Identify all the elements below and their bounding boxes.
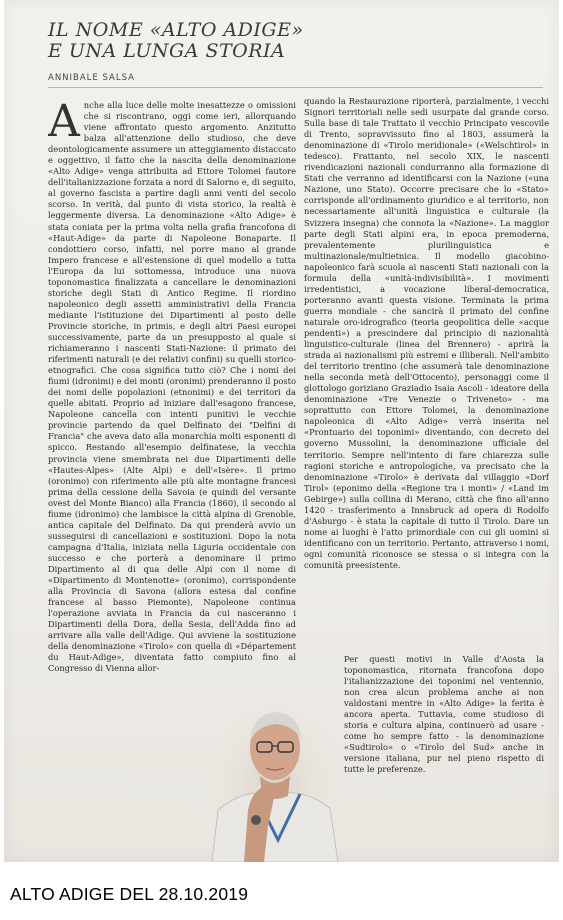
article-title [48, 20, 348, 62]
title-divider [48, 87, 543, 88]
column-3-text: Per questi motivi in Valle d'Aosta la toponomastica, ritornata francofona dopo l'italianizzazione dei toponimi nel ventennio, non crea alcun problema anche ai non valdostani mentre in «Alto Adige» la ferita è ancora aperta. Tuttavia, come studioso di storia e cultura alpina, continuerò ad usare - come ho sempre fatto - la denominazione «Sudtirolo» o «Tirolo del Sud» anche in versione italiana, pur nel pieno rispetto di tutte le preferenze. [344, 654, 544, 775]
newspaper-clipping [4, 0, 559, 862]
article-title-line-1: IL NOME «ALTO ADIGE» [48, 19, 304, 41]
article-column-3 [344, 654, 544, 862]
article-author: ANNIBALE SALSA [48, 73, 135, 83]
article-column-2 [304, 96, 549, 656]
column-1-text: nche alla luce delle molte inesattezze o omissioni che si riscontrano, oggi come ieri, allorquando viene affrontato questo argomento. Anzitutto balza all'attenzione dello studioso, che deve deontologicamente assumere un atteggiamento distaccato e oggettivo, il fatto che la nascita della denominazione «Alto Adige» venga attribuita ad Ettore Tolomei fautore dell'italianizzazione forzata a nord di Salorno e, di seguito, al governo fascista a partire dagli anni venti del secolo scorso. In verità, dal punto di vista storico, la realtà è leggermente diversa. La denominazione «Alto Adige» è stata coniata per la prima volta nella grafia francofona di «Haut-Adige» da parte di Napoleone Bonaparte. Il condottiero corso, infatti, nel porre mano al grande Impero francese e all'estensione di quel modello a tutta l'Europa da lui sottomessa, introduce una nuova toponomastica finalizzata a cancellare le denominazioni storiche degli Stati di Antico Regime. Il riordino napoleonico degli assetti amministrativi della Francia mediante l'istituzione dei Dipartimenti al posto delle Provincie storiche, in primis, e degli altri Paesi europei successivamente, parte da un presupposto al quale si richiameranno i nascenti Stati-Nazione: il primato dei riferimenti naturali (e dei relativi confini) su quelli storico-etnografici. Che cosa significa tutto ciò? Che i nomi dei fiumi (idronimi) e dei monti (oronimi) prenderanno il posto dei nomi delle popolazioni (etnonimi) e dei territori da quelle abitati. Proprio ad iniziare dall'esagono francese, Napoleone cancella con intenti punitivi le vecchie provincie partendo da quel Delfinato dei "Delfini di Francia" che aveva dato alla monarchia molti esponenti di spicco. Restando all'esempio delfinatese, la vecchia provincia viene smembrata nei due Dipartimenti delle «Hautes-Alpes» (Alte Alpi) e dell'«Isère». Il primo (oronimo) con riferimento alle più alte montagne francesi prima della cessione della Savoia (e quindi del versante ovest del Monte Bianco) alla Francia (1860), il secondo al fiume (idronimo) che lambisce la città alpina di Grenoble, antica capitale del Delfinato. Da qui prenderà avvio un susseguirsi di cancellazioni e sostituzioni. Dopo la nota campagna d'Italia, iniziata nella Liguria occidentale con successo e che porterà a denominare il primo Dipartimento al di qua delle Alpi con il nome di «Dipartimento di Montenotte» (oronimo), corrispondente alla Provincia di Savona (allora estesa dal confine francese al basso Piemonte), Napoleone continua l'operazione avviata in Francia da cui nasceranno i Dipartimenti della Dora, della Sesia, dell'Adda fino ad arrivare alla valle dell'Adige. Qui avviene la sostituzione della denominazione «Tirolo» con quella di «Département du Haut-Adige», diventata fatto compiuto fino al Congresso di Vienna allor- [48, 100, 296, 674]
author-photo [204, 690, 344, 862]
article-title-line-2: E UNA LUNGA STORIA [48, 40, 286, 62]
drop-cap: A [48, 100, 80, 147]
column-2-text: quando la Restaurazione riporterà, parzialmente, i vecchi Signori territoriali nelle sedi usurpate dal grande corso. Sulla base di tale Trattato il vecchio Principato vescovile di Trento, sopravvissuto fino al 1803, assumerà la denominazione di «Tirolo meridionale» («Welschtirol» in tedesco). Frattanto, nel secolo XIX, le nascenti rivendicazioni nazionali condurranno alla formazione di Stati che verranno ad identificarsi con la Nazione («una Nazione, uno Stato). Occorre precisare che lo «Stato» corrisponde all'ordinamento giuridico e al territorio, non necessariamente all'unità linguistica e culturale (la Svizzera insegna) che connota la «Nazione». La maggior parte degli Stati alpini era, in epoca premoderna, prevalentemente plurilinguistica e multinazionale/multietnica. Il modello giacobino-napoleonico farà scuola ai nascenti Stati nazionali con la formula della «unità-indivisibilità». I movimenti irredentistici, a vocazione liberal-democratica, porteranno avanti questa visione. Terminata la prima guerra mondiale - che sancirà il primato del confine naturale oro-idrografico (teoria geopolitica delle «acque pendenti») a prescindere dal principio di nazionalità linguistico-culturale (linea del Brennero) - aprirà la strada ai nazionalismi più estremi e illiberali. Nell'ambito del territorio trentino (che assumerà tale denominazione nella seconda metà dell'Ottocento), personaggi come il glottologo goriziano Graziadio Isaia Ascoli - ideatore della denominazione «Tre Venezie o Triveneto» - ma soprattutto con Ettore Tolomei, la denominazione napoleonica di «Alto Adige» verrà inserita nel «Prontuario dei toponimi» diventando, con decreto del governo Mussolini, la denominazione ufficiale del territorio. Sempre nell'intento di fare chiarezza sulle ragioni storiche e antropologiche, va precisato che la denominazione «Tirolo» è derivata dal villaggio «Dorf Tirol» (eponimo della «Regione tra i monti» / «Land im Gebirge») sulla collina di Merano, città che fino all'anno 1420 - trasferimento a Innsbruck ad opera di Rodolfo d'Asburgo - è stata la capitale di tutto il Tirolo. Dare un nome ai luoghi è l'atto primordiale con cui gli uomini si identificano con un territorio. Pertanto, attraverso i nomi, ogni comunità riconosce se stessa o si integra con la comunità preesistente. [304, 96, 549, 570]
clipping-caption: ALTO ADIGE DEL 28.10.2019 [10, 884, 249, 904]
